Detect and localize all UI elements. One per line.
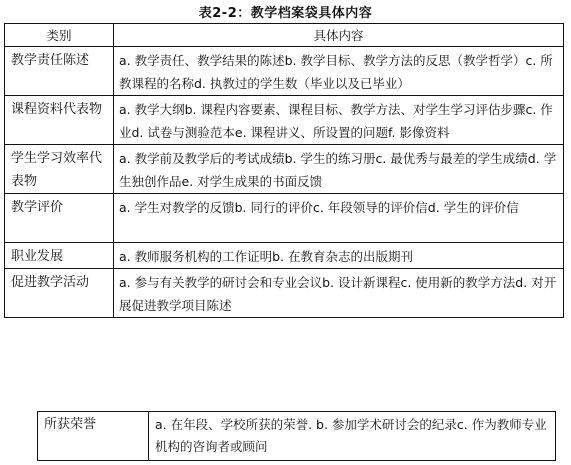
row-category: 所获荣誉	[38, 412, 149, 461]
row-content: a. 教学责任、教学结果的陈述b. 教学目标、教学方法的反思（教学哲学）c. 所教课程的名称d. 执教过的学生数（毕业以及已毕业）	[114, 47, 564, 96]
table-row	[5, 194, 564, 243]
row-category: 教学责任陈述	[5, 47, 114, 96]
table-row	[5, 269, 564, 318]
row-content: a. 教学大纲b. 课程内容要素、课程目标、教学方法、对学生学习评估步骤c. 作业d. 试卷与测验范本e. 课程讲义、所设置的问题f. 影像资料	[114, 96, 564, 145]
row-content: a. 教学前及教学后的考试成绩b. 学生的练习册c. 最优秀与最差的学生成绩d. 学生独创作品e. 对学生成果的书面反馈	[114, 145, 564, 194]
header-category: 类别	[5, 24, 114, 47]
row-category: 促进教学活动	[5, 269, 114, 318]
row-content: a. 教师服务机构的工作证明b. 在教育杂志的出版期刊	[114, 243, 564, 269]
table-row	[38, 412, 556, 461]
row-category: 课程资料代表物	[5, 96, 114, 145]
header-content: 具体内容	[114, 24, 564, 47]
table-caption: 表2-2：教学档案袋具体内容	[198, 6, 373, 21]
table-row	[5, 96, 564, 145]
table-row	[5, 243, 564, 269]
portfolio-content-table	[4, 23, 564, 318]
row-category: 教学评价	[5, 194, 114, 243]
row-category: 职业发展	[5, 243, 114, 269]
row-content: a. 参与有关教学的研讨会和专业会议b. 设计新课程c. 使用新的教学方法d. 对开展促进教学项目陈述	[114, 269, 564, 318]
table-row	[5, 145, 564, 194]
table-row	[5, 47, 564, 96]
row-content: a. 在年段、学校所获的荣誉. b. 参加学术研讨会的纪录c. 作为教师专业机构的咨询者或顾问	[149, 412, 556, 461]
table-header-row	[5, 24, 564, 47]
row-category: 学生学习效率代表物	[5, 145, 114, 194]
honors-table	[37, 411, 556, 461]
row-content: a. 学生对教学的反馈b. 同行的评价c. 年段领导的评价信d. 学生的评价信	[114, 194, 564, 243]
